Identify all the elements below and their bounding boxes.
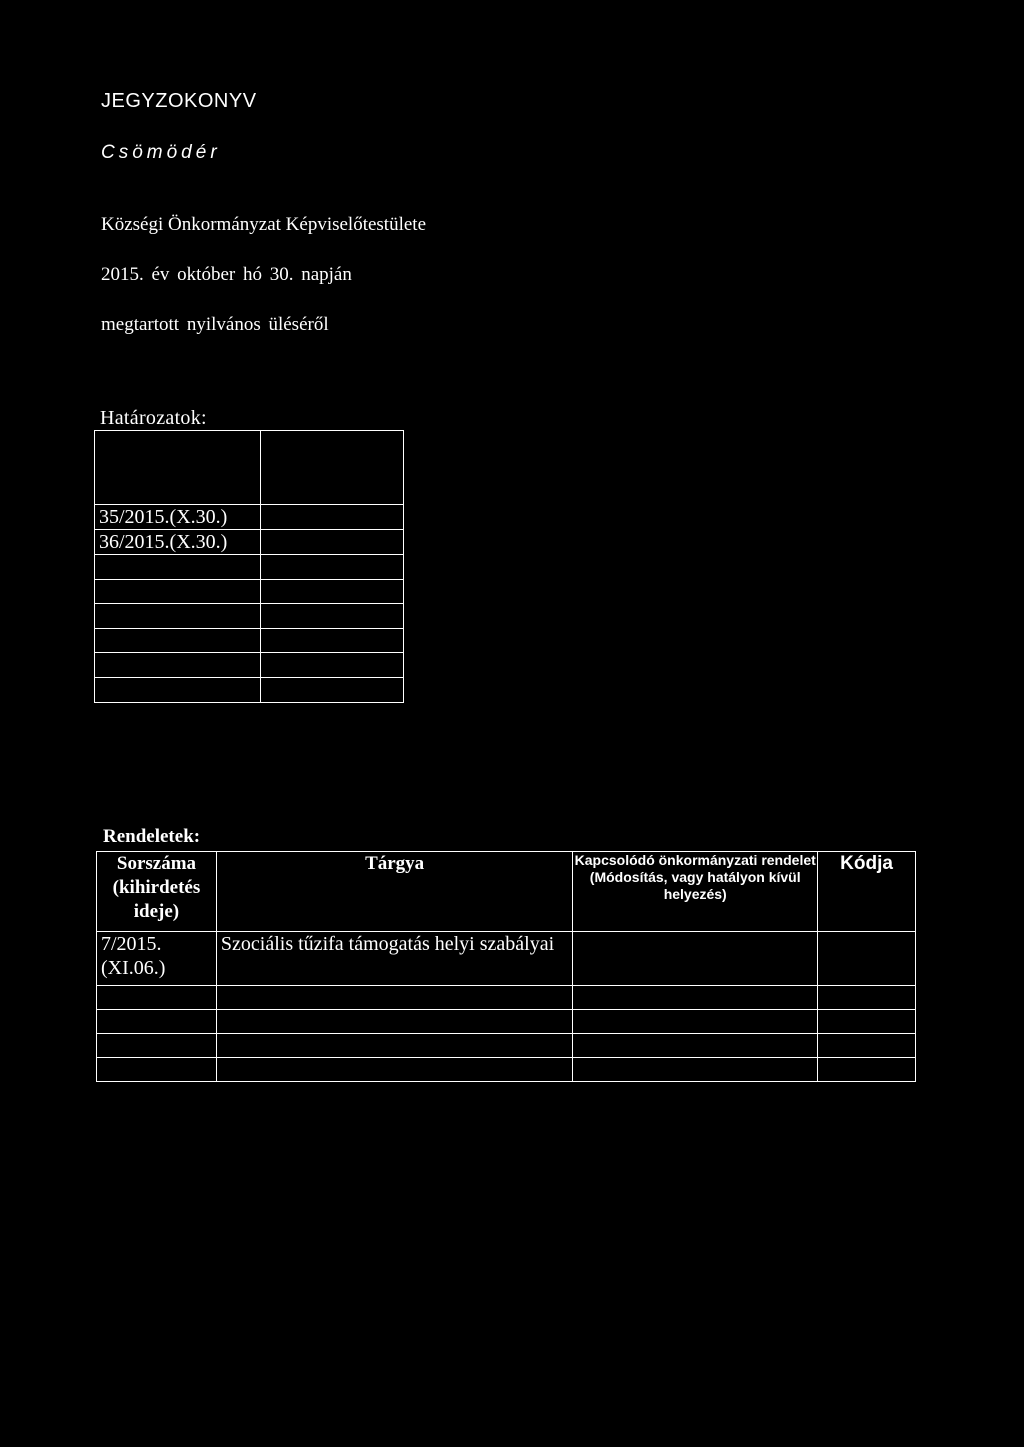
column-header-subject: Tárgya [216, 852, 572, 932]
table-header-row [97, 852, 916, 932]
table-cell [261, 604, 404, 629]
table-row [95, 530, 404, 555]
table-cell [95, 580, 261, 604]
table-cell [818, 1058, 916, 1082]
table-row [95, 555, 404, 580]
table-cell [261, 555, 404, 580]
table-cell [95, 678, 261, 703]
table-row [97, 986, 916, 1010]
table-row [97, 1034, 916, 1058]
table-cell [261, 431, 404, 505]
ordinances-heading: Rendeletek: [103, 826, 201, 847]
table-cell [216, 1034, 572, 1058]
table-cell [573, 986, 818, 1010]
table-row [97, 1058, 916, 1082]
resolution-number: 35/2015.(X.30.) [95, 505, 261, 530]
resolution-subject [261, 530, 404, 555]
table-cell [95, 653, 261, 678]
table-cell [97, 986, 217, 1010]
table-cell [261, 580, 404, 604]
table-cell [95, 555, 261, 580]
ordinances-table [96, 851, 916, 1082]
ordinance-subject: Szociális tűzifa támogatás helyi szabályai [216, 932, 572, 986]
column-header-code: Kódja [818, 852, 916, 932]
resolution-subject [261, 505, 404, 530]
table-cell [95, 604, 261, 629]
table-cell [573, 1034, 818, 1058]
table-row [97, 932, 916, 986]
table-cell [97, 1010, 217, 1034]
table-cell [261, 653, 404, 678]
table-cell [261, 678, 404, 703]
meeting-date: 2015. év október hó 30. napján [101, 264, 352, 285]
table-row [95, 678, 404, 703]
table-cell [261, 629, 404, 653]
resolutions-table [94, 430, 404, 703]
table-cell [818, 1034, 916, 1058]
table-cell [95, 431, 261, 505]
ordinance-number: 7/2015. (XI.06.) [97, 932, 217, 986]
table-cell [573, 1010, 818, 1034]
table-row [95, 604, 404, 629]
table-cell [573, 1058, 818, 1082]
table-cell [818, 986, 916, 1010]
table-cell [216, 1058, 572, 1082]
document-title: JEGYZOKONYV [101, 90, 257, 112]
table-row [95, 580, 404, 604]
table-cell [97, 1034, 217, 1058]
table-row [95, 505, 404, 530]
table-row [95, 431, 404, 505]
resolution-number: 36/2015.(X.30.) [95, 530, 261, 555]
table-row [97, 1010, 916, 1034]
ordinance-code [818, 932, 916, 986]
council-name: Községi Önkormányzat Képviselőtestülete [101, 214, 427, 235]
table-row [95, 653, 404, 678]
table-row [95, 629, 404, 653]
table-cell [216, 1010, 572, 1034]
resolutions-heading: Határozatok: [100, 407, 207, 429]
municipality-name: Csömödér [101, 142, 221, 163]
column-header-number: Sorszáma (kihirdetés ideje) [97, 852, 217, 932]
table-cell [97, 1058, 217, 1082]
table-cell [216, 986, 572, 1010]
column-header-related-ordinance: Kapcsolódó önkormányzati rendelet (Módosítás, vagy hatályon kívül helyezés) [573, 852, 818, 932]
ordinance-related [573, 932, 818, 986]
table-cell [95, 629, 261, 653]
table-cell [818, 1010, 916, 1034]
meeting-type: megtartott nyilvános üléséről [101, 314, 329, 335]
